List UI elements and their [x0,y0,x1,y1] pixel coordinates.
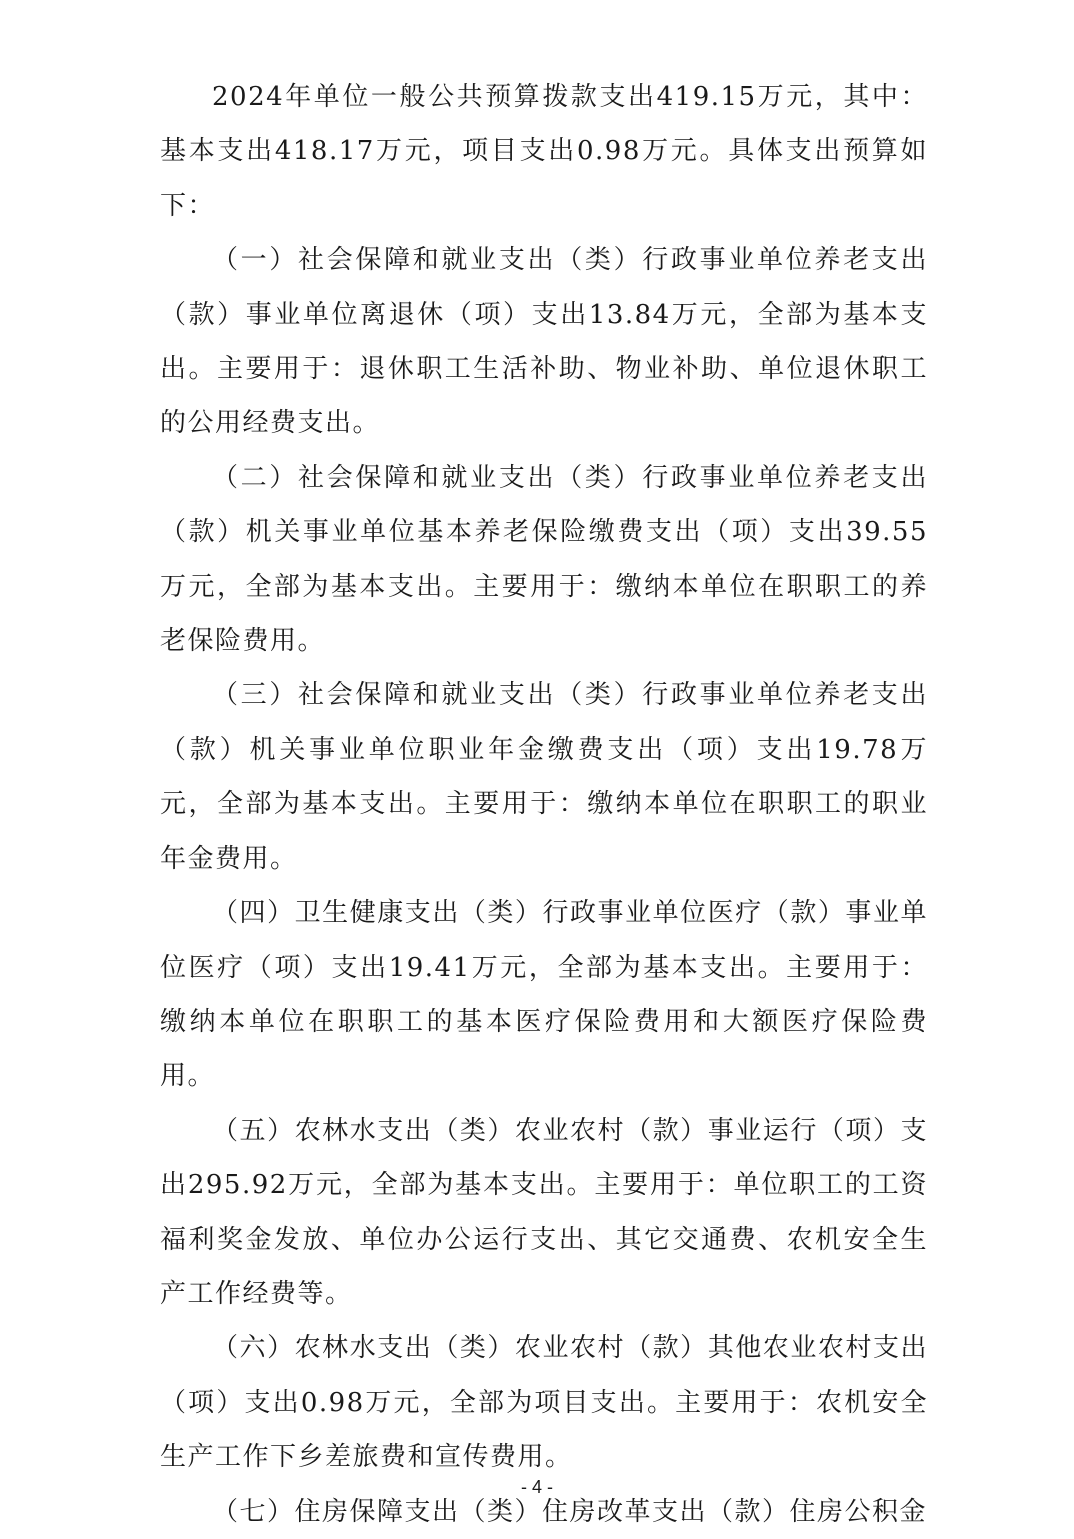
paragraph-item-7: （七）住房保障支出（类）住房改革支出（款）住房公积金 [212,1496,928,1527]
paragraph-item-1: （一）社会保障和就业支出（类）行政事业单位养老支出（款）事业单位离退休（项）支出13.84万元，全部为基本支出。主要用于：退休职工生活补助、物业补助、单位退休职工的公用经费支出。 [160,245,928,439]
paragraph-item-6: （六）农林水支出（类）农业农村（款）其他农业农村支出（项）支出0.98万元，全部为项目支出。主要用于：农机安全生产工作下乡差旅费和宣传费用。 [160,1333,928,1473]
paragraph-summary: 2024年单位一般公共预算拨款支出419.15万元，其中：基本支出418.17万元，项目支出0.98万元。具体支出预算如下： [160,82,928,221]
document-body [160,70,928,1539]
paragraph-item-3: （三）社会保障和就业支出（类）行政事业单位养老支出（款）机关事业单位职业年金缴费支出（项）支出19.78万元，全部为基本支出。主要用于：缴纳本单位在职职工的职业年金费用。 [160,680,928,874]
paragraph-item-5: （五）农林水支出（类）农业农村（款）事业运行（项）支出295.92万元，全部为基本支出。主要用于：单位职工的工资福利奖金发放、单位办公运行支出、其它交通费、农机安全生产工作经费等。 [160,1115,928,1309]
paragraph-item-2: （二）社会保障和就业支出（类）行政事业单位养老支出（款）机关事业单位基本养老保险缴费支出（项）支出39.55万元，全部为基本支出。主要用于：缴纳本单位在职职工的养老保险费用。 [160,462,928,657]
paragraph-item-4: （四）卫生健康支出（类）行政事业单位医疗（款）事业单位医疗（项）支出19.41万元，全部为基本支出。主要用于：缴纳本单位在职职工的基本医疗保险费用和大额医疗保险费用。 [160,898,928,1092]
page-number: - 4 - [520,1477,553,1497]
